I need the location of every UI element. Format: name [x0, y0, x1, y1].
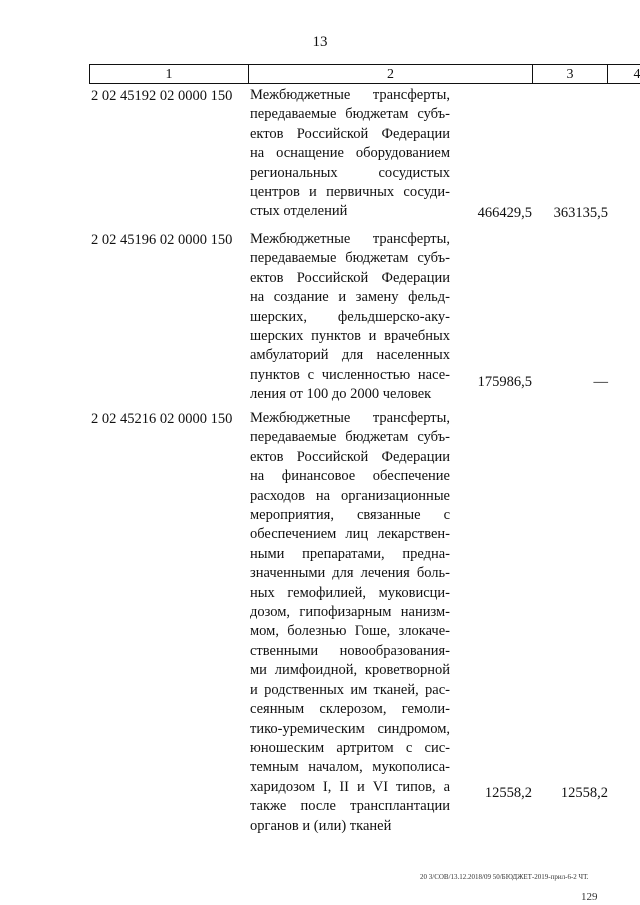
footer-stamp: 20 3/СОВ/13.12.2018/09 50/БЮДЖЕТ-2019-прил-6-2 ЧТ.	[420, 873, 589, 881]
description-line: ственными новообразования-	[250, 642, 450, 659]
row-3-value-col3: 12558,2	[484, 785, 532, 801]
description-line: региональных сосудистых	[250, 164, 450, 181]
description-line: пунктов с численностью насе-	[250, 366, 450, 383]
description-line: шерских, фельдшерско-аку-	[250, 308, 450, 325]
description-line: Межбюджетные трансферты,	[250, 231, 450, 247]
description-line: харидозом I, II и VI типов, а	[250, 778, 450, 795]
description-line: центров и первичных сосуди-	[250, 184, 450, 201]
row-1-value-col3: 466429,5	[477, 205, 532, 221]
row-3-description	[250, 409, 450, 836]
description-line: на создание и замену фельд-	[250, 289, 450, 306]
description-line: на финансовое обеспечение	[250, 468, 450, 485]
description-line: ектов Российской Федерации	[250, 125, 450, 142]
description-line: дозом, гипофизарным нанизм-	[250, 604, 450, 621]
description-line: тико-уремическим синдромом,	[250, 720, 450, 737]
description-line: органов и (или) тканей	[250, 817, 392, 834]
header-col-4: 4	[607, 64, 640, 84]
header-col-2: 2	[248, 64, 533, 84]
description-line: расходов на организационные	[250, 487, 450, 504]
description-line: ления от 100 до 2000 человек	[250, 386, 432, 403]
description-line: передаваемые бюджетам субъ-	[250, 250, 450, 267]
description-line: и родственных им тканей, рас-	[250, 681, 450, 698]
row-2-description	[250, 230, 450, 405]
description-line: шерских пунктов и врачебных	[250, 328, 450, 345]
row-1-value-col4: 363135,5	[553, 205, 608, 221]
row-1-description	[250, 86, 450, 222]
row-1-code: 2 02 45192 02 0000 150	[91, 88, 233, 104]
description-line: амбулаторий для населенных	[250, 347, 450, 364]
description-line: сеянным склерозом, гемоли-	[250, 701, 450, 718]
description-line: обеспечением лиц лекарствен-	[250, 526, 450, 543]
row-2-code: 2 02 45196 02 0000 150	[91, 232, 233, 248]
description-line: мом, болезнью Гоше, злокаче-	[250, 623, 450, 640]
row-3-code: 2 02 45216 02 0000 150	[91, 411, 233, 427]
description-line: стых отделений	[250, 203, 348, 220]
description-line: мероприятия, связанные с	[250, 507, 450, 524]
description-line: передаваемые бюджетам субъ-	[250, 106, 450, 123]
description-line: ными препаратами, предна-	[250, 545, 450, 562]
description-line: ми лимфоидной, кроветворной	[250, 662, 450, 679]
header-col-3: 3	[532, 64, 608, 84]
description-line: значенными для лечения боль-	[250, 565, 450, 582]
footer-page-number: 129	[581, 891, 598, 903]
page-number: 13	[312, 34, 328, 50]
row-3-value-col4: 12558,2	[560, 785, 608, 801]
description-line: Межбюджетные трансферты,	[250, 410, 450, 426]
table-header	[89, 64, 640, 84]
description-line: ектов Российской Федерации	[250, 448, 450, 465]
row-2-value-col3: 175986,5	[477, 374, 532, 390]
description-line: темным началом, мукополиса-	[250, 759, 450, 776]
description-line: передаваемые бюджетам субъ-	[250, 429, 450, 446]
description-line: на оснащение оборудованием	[250, 145, 450, 162]
description-line: Межбюджетные трансферты,	[250, 87, 450, 103]
description-line: ектов Российской Федерации	[250, 269, 450, 286]
row-2-value-col4: —	[593, 374, 608, 390]
description-line: также после трансплантации	[250, 798, 450, 815]
description-line: юношеским артритом с сис-	[250, 739, 450, 756]
header-col-1: 1	[89, 64, 249, 84]
description-line: ных гемофилией, муковисци-	[250, 584, 450, 601]
